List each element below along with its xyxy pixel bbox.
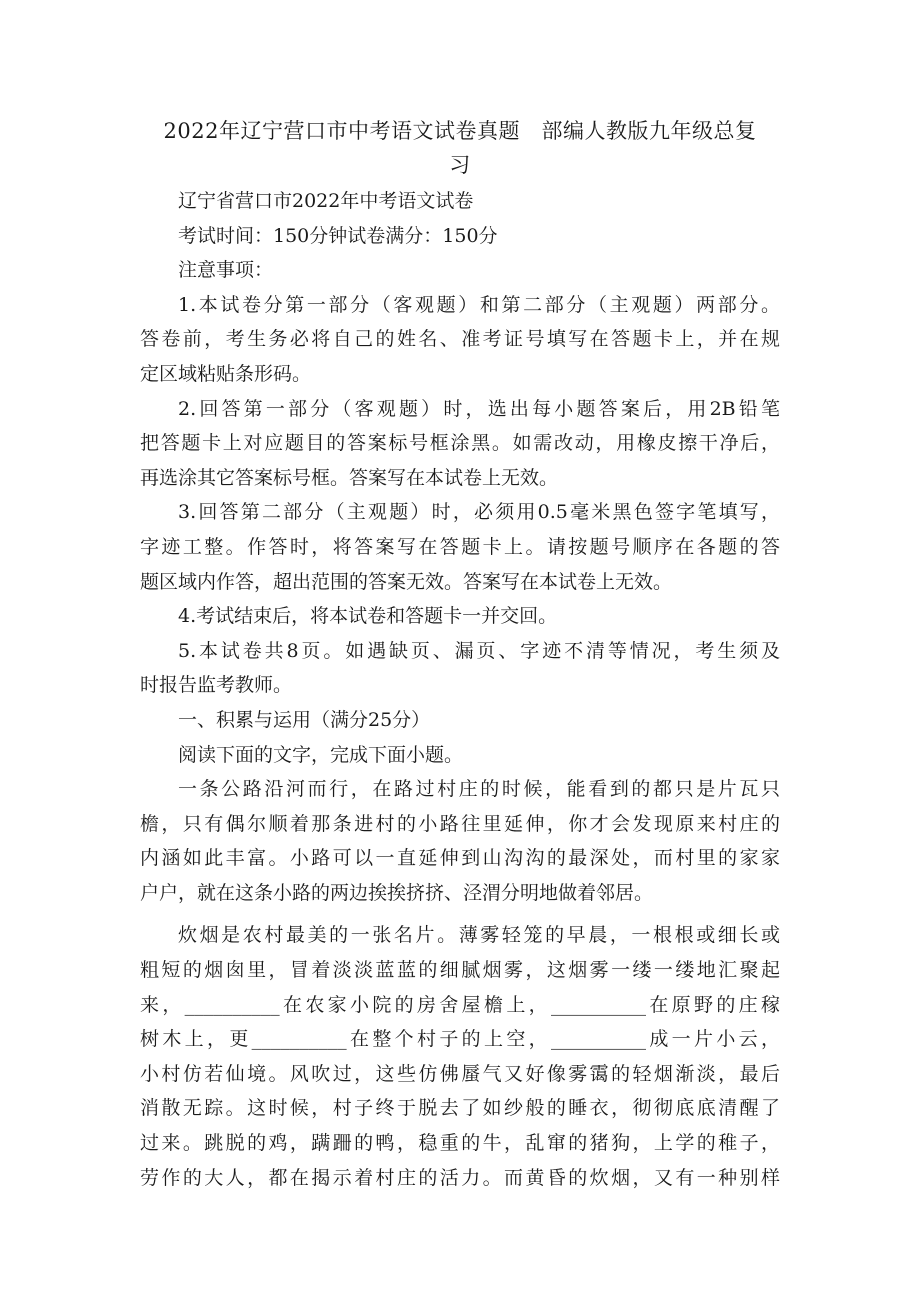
text-line: 3.回答第二部分（主观题）时，必须用0.5毫米黑色签字笔填写，: [178, 501, 780, 524]
text-line: 过来。跳脱的鸡，蹒跚的鸭，稳重的牛，乱窜的猪狗，上学的稚子，: [140, 1132, 780, 1155]
text-line: 粗短的烟囱里，冒着淡淡蓝蓝的细腻烟雾，这烟雾一缕一缕地汇聚起: [140, 959, 780, 982]
text-line: 把答题卡上对应题目的答案标号框涂黑。如需改动，用橡皮擦干净后，: [140, 432, 780, 455]
text-line: 檐，只有偶尔顺着那条进村的小路往里延伸，你才会发现原来村庄的: [140, 812, 780, 835]
text-line: 树木上，更__________在整个村子的上空，__________成一片小云，: [140, 1028, 780, 1051]
text-line: 辽宁省营口市2022年中考语文试卷: [178, 190, 474, 212]
title-line-2: 习: [449, 153, 471, 177]
text-line: 来，__________在农家小院的房舍屋檐上，__________在原野的庄稼: [140, 993, 780, 1016]
text-line: 注意事项：: [178, 259, 274, 282]
text-line: 定区域粘贴条形码。: [140, 362, 312, 385]
text-line: 一、积累与运用（满分25分）: [178, 708, 431, 731]
paragraph-gap: [140, 910, 780, 918]
text-line: 2.回答第一部分（客观题）时，选出每小题答案后，用2B铅笔: [178, 397, 780, 420]
text-line: 消散无踪。这时候，村子终于脱去了如纱般的睡衣，彻彻底底清醒了: [140, 1097, 780, 1120]
document-body: [140, 184, 780, 1195]
text-line: 时报告监考教师。: [140, 674, 293, 697]
text-line: 炊烟是农村最美的一张名片。薄雾轻笼的早晨，一根根或细长或: [178, 924, 780, 947]
text-line: 4.考试结束后，将本试卷和答题卡一并交回。: [178, 605, 558, 628]
text-line: 1.本试卷分第一部分（客观题）和第二部分（主观题）两部分。: [178, 293, 780, 316]
document-title: [140, 114, 780, 182]
text-line: 劳作的大人，都在揭示着村庄的活力。而黄昏的炊烟，又有一种别样: [140, 1166, 780, 1189]
text-line: 题区域内作答，超出范围的答案无效。答案写在本试卷上无效。: [140, 570, 673, 593]
text-line: 再选涂其它答案标号框。答案写在本试卷上无效。: [140, 466, 559, 489]
text-line: 字迹工整。作答时，将答案写在答题卡上。请按题号顺序在各题的答: [140, 535, 780, 558]
text-line: 内涵如此丰富。小路可以一直延伸到山沟沟的最深处，而村里的家家: [140, 847, 780, 870]
text-line: 5.本试卷共8页。如遇缺页、漏页、字迹不清等情况，考生须及: [178, 639, 780, 662]
text-line: 户户，就在这条小路的两边挨挨挤挤、泾渭分明地做着邻居。: [140, 881, 654, 904]
text-line: 一条公路沿河而行，在路过村庄的时候，能看到的都只是片瓦只: [178, 778, 780, 801]
text-line: 答卷前，考生务必将自己的姓名、准考证号填写在答题卡上，并在规: [140, 328, 780, 351]
text-line: 阅读下面的文字，完成下面小题。: [178, 743, 464, 766]
text-line: 考试时间：150分钟试卷满分：150分: [178, 224, 498, 247]
text-line: 小村仿若仙境。风吹过，这些仿佛蜃气又好像雾霭的轻烟渐淡，最后: [140, 1062, 780, 1085]
title-line-1: 2022年辽宁营口市中考语文试卷真题 部编人教版九年级总复: [163, 119, 757, 143]
